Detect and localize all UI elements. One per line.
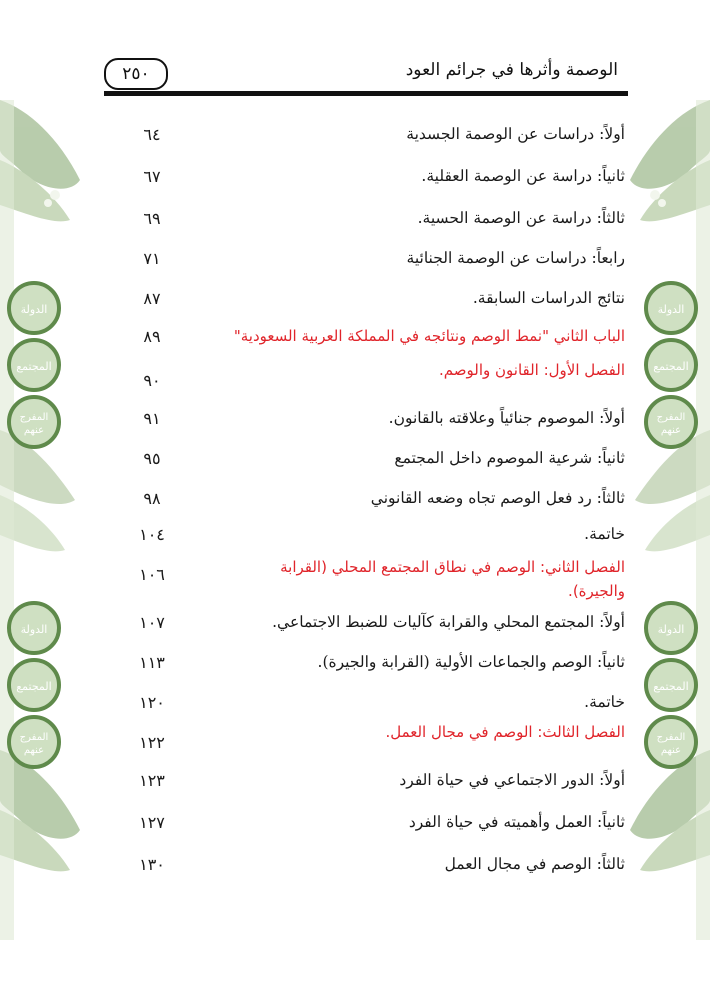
seal-text: عنهم [23, 425, 45, 436]
toc-entry-page: ٩٠ [143, 371, 161, 390]
decorative-border-left [0, 100, 90, 940]
seal-text: الدولة [20, 623, 48, 636]
toc-entry-page: ١٠٦ [139, 565, 165, 584]
toc-entry-title: خاتمة. [584, 525, 625, 543]
toc-entry-page: ١٢٠ [139, 693, 165, 712]
toc-entry-title: أولاً: دراسات عن الوصمة الجسدية [406, 125, 625, 143]
toc-entry-title: خاتمة. [584, 693, 625, 711]
toc-entry-title: رابعاً: دراسات عن الوصمة الجنائية [406, 249, 625, 267]
seal-text: المفرج [656, 732, 686, 743]
seal-text: عنهم [660, 425, 682, 436]
seal-text: الدولة [657, 623, 685, 636]
toc-entry-title: نتائج الدراسات السابقة. [472, 289, 625, 307]
seal-text: عنهم [660, 745, 682, 756]
toc-entry-page: ٨٧ [143, 289, 161, 308]
seal-emblem-right-top [642, 280, 700, 450]
toc-entry-title: أولاً: الدور الاجتماعي في حياة الفرد [399, 771, 625, 789]
toc-chapter-heading: الفصل الأول: القانون والوصم. [439, 361, 625, 379]
book-title: الوصمة وأثرها في جرائم العود [405, 60, 618, 80]
toc-entry-page: ٩١ [143, 409, 161, 428]
seal-text: المفرج [19, 732, 49, 743]
page-header [104, 56, 624, 96]
toc-entry-page: ١١٣ [139, 653, 165, 672]
toc-entry-page: ٩٥ [143, 449, 161, 468]
toc-entry-page: ١٠٧ [139, 613, 165, 632]
toc-entry-title: ثالثاً: رد فعل الوصم تجاه وضعه القانوني [370, 489, 625, 507]
toc-entry-page: ٦٧ [143, 167, 161, 186]
toc-entry-title: ثانياً: العمل وأهميته في حياة الفرد [408, 813, 625, 831]
seal-text: المجتمع [16, 360, 52, 373]
toc-entry-page: ٧١ [143, 249, 161, 268]
page-number: ٢٥٠ [104, 58, 168, 90]
toc-part-heading: الباب الثاني "نمط الوصم ونتائجه في المملكة العربية السعودية" [233, 327, 625, 345]
seal-text: المفرج [19, 412, 49, 423]
toc-entry-title: ثانياً: دراسة عن الوصمة العقلية. [421, 167, 625, 185]
toc-entry-page: ١٠٤ [139, 525, 165, 544]
toc-entry-page: ١٣٠ [139, 855, 165, 874]
seal-emblem-right-bottom [642, 600, 700, 770]
seal-emblem-left-bottom [5, 600, 63, 770]
seal-text: المفرج [656, 412, 686, 423]
seal-text: المجتمع [16, 680, 52, 693]
toc-entry-page: ٨٩ [143, 327, 161, 346]
toc-entry-page: ١٢٧ [139, 813, 165, 832]
toc-chapter-heading: الفصل الثالث: الوصم في مجال العمل. [385, 723, 625, 741]
toc-entry-page: ٦٩ [143, 209, 161, 228]
toc-entry-title: ثالثاً: الوصم في مجال العمل [444, 855, 625, 873]
toc-chapter-heading: الفصل الثاني: الوصم في نطاق المجتمع المحلي (القرابة والجيرة). [280, 558, 625, 600]
toc-entry-title: ثانياً: شرعية الموصوم داخل المجتمع [394, 449, 625, 467]
seal-text: الدولة [20, 303, 48, 316]
seal-text: الدولة [657, 303, 685, 316]
seal-emblem-left-top [5, 280, 63, 450]
toc-entry-title: ثانياً: الوصم والجماعات الأولية (القرابة والجيرة). [317, 653, 625, 671]
toc-entry-title: أولاً: المجتمع المحلي والقرابة كآليات للضبط الاجتماعي. [272, 613, 625, 631]
toc-entry-page: ١٢٢ [139, 733, 165, 752]
seal-text: المجتمع [653, 360, 689, 373]
toc-entry-title: أولاً: الموصوم جنائياً وعلاقته بالقانون. [388, 409, 625, 427]
header-divider [104, 91, 628, 96]
toc-entry-page: ٦٤ [143, 125, 161, 144]
toc-entry-page: ٩٨ [143, 489, 161, 508]
seal-text: المجتمع [653, 680, 689, 693]
toc-entry-title: ثالثاً: دراسة عن الوصمة الحسية. [417, 209, 625, 227]
toc-entry-page: ١٢٣ [139, 771, 165, 790]
seal-text: عنهم [23, 745, 45, 756]
decorative-border-right [620, 100, 710, 940]
